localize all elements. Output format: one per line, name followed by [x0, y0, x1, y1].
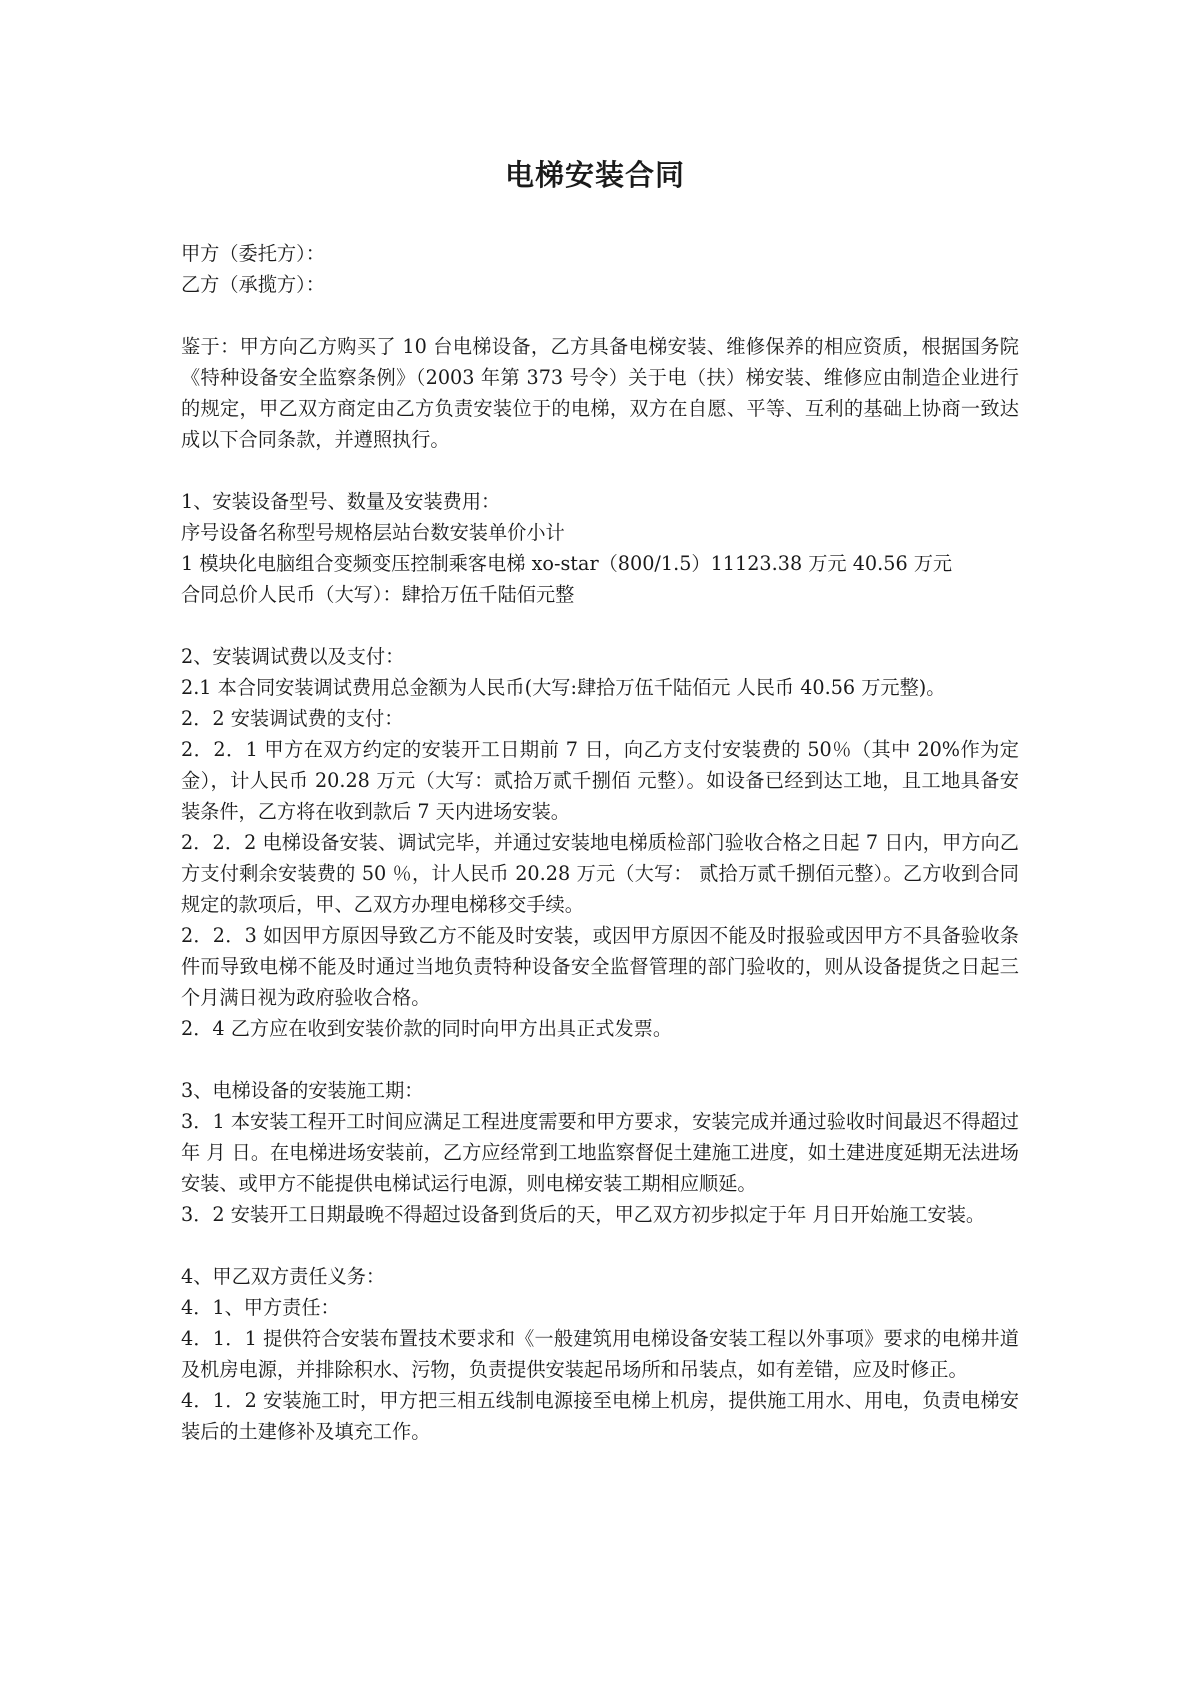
- clause-3-1: 3．1 本安装工程开工时间应满足工程进度需要和甲方要求，安装完成并通过验收时间最迟不得超过 年 月 日。在电梯进场安装前，乙方应经常到工地监察督促土建施工进度，如土建进度延期无法进场安装、或甲方不能提供电梯试运行电源，则电梯安装工期相应顺延。: [181, 1110, 1019, 1195]
- section-2-heading: 2、安装调试费以及支付：: [181, 645, 405, 668]
- spacer: [181, 1044, 1019, 1075]
- clause-2-2-1: 2．2．1 甲方在双方约定的安装开工日期前 7 日，向乙方支付安装费的 50％（其中 20%作为定金），计人民币 20.28 万元（大写：贰拾万贰千捌佰 元整）。如设备已经到达工地，且工地具备安装条件，乙方将在收到款后 7 天内进场安装。: [181, 738, 1019, 823]
- clause-4-1-2: 4．1．2 安装施工时，甲方把三相五线制电源接至电梯上机房，提供施工用水、用电，负责电梯安装后的土建修补及填充工作。: [181, 1389, 1019, 1443]
- clause-2-1: 2.1 本合同安装调试费用总金额为人民币(大写:肆拾万伍千陆佰元 人民币 40.56 万元整)。: [181, 676, 946, 699]
- section-4-heading: 4、甲乙双方责任义务：: [181, 1265, 386, 1288]
- contract-body: [181, 238, 1019, 1447]
- clause-3-2: 3．2 安装开工日期最晚不得超过设备到货后的天，甲乙双方初步拟定于年 月日开始施工安装。: [181, 1203, 986, 1226]
- party-b-line: 乙方（承揽方）：: [181, 273, 325, 296]
- section-1-heading: 1、安装设备型号、数量及安装费用：: [181, 490, 501, 513]
- preamble-paragraph: 鉴于：甲方向乙方购买了 10 台电梯设备，乙方具备电梯安装、维修保养的相应资质，根据国务院《特种设备安全监察条例》（2003 年第 373 号令）关于电（扶）梯安装、维修应由制造企业进行的规定，甲乙双方商定由乙方负责安装位于的电梯，双方在自愿、平等、互利的基础上协商一致达成以下合同条款，并遵照执行。: [181, 335, 1019, 451]
- equipment-table-header: 序号设备名称型号规格层站台数安装单价小计: [181, 521, 565, 544]
- spacer: [181, 1230, 1019, 1261]
- document-title: 电梯安装合同: [504, 158, 685, 192]
- spacer: [181, 610, 1019, 641]
- clause-2-2: 2．2 安装调试费的支付：: [181, 707, 404, 730]
- clause-2-4: 2．4 乙方应在收到安装价款的同时向甲方出具正式发票。: [181, 1017, 673, 1040]
- party-a-line: 甲方（委托方）：: [181, 242, 325, 265]
- clause-2-2-2: 2．2．2 电梯设备安装、调试完毕，并通过安装地电梯质检部门验收合格之日起 7 日内，甲方向乙方支付剩余安装费的 50 ％，计人民币 20.28 万元（大写： 贰拾万贰千捌佰元整）。乙方收到合同规定的款项后，甲、乙双方办理电梯移交手续。: [181, 831, 1019, 916]
- clause-4-1-1: 4．1．1 提供符合安装布置技术要求和《一般建筑用电梯设备安装工程以外事项》要求的电梯井道及机房电源，并排除积水、污物，负责提供安装起吊场所和吊装点，如有差错，应及时修正。: [181, 1327, 1019, 1381]
- clause-4-1: 4．1、甲方责任：: [181, 1296, 340, 1319]
- contract-total-line: 合同总价人民币（大写）：肆拾万伍千陆佰元整: [181, 583, 575, 606]
- spacer: [181, 455, 1019, 486]
- clause-2-2-3: 2．2．3 如因甲方原因导致乙方不能及时安装，或因甲方原因不能及时报验或因甲方不具备验收条件而导致电梯不能及时通过当地负责特种设备安全监督管理的部门验收的，则从设备提货之日起三个月满日视为政府验收合格。: [181, 924, 1019, 1009]
- spacer: [181, 300, 1019, 331]
- section-3-heading: 3、电梯设备的安装施工期：: [181, 1079, 424, 1102]
- equipment-table-row: 1 模块化电脑组合变频变压控制乘客电梯 xo-star（800/1.5）11123.38 万元 40.56 万元: [181, 552, 953, 575]
